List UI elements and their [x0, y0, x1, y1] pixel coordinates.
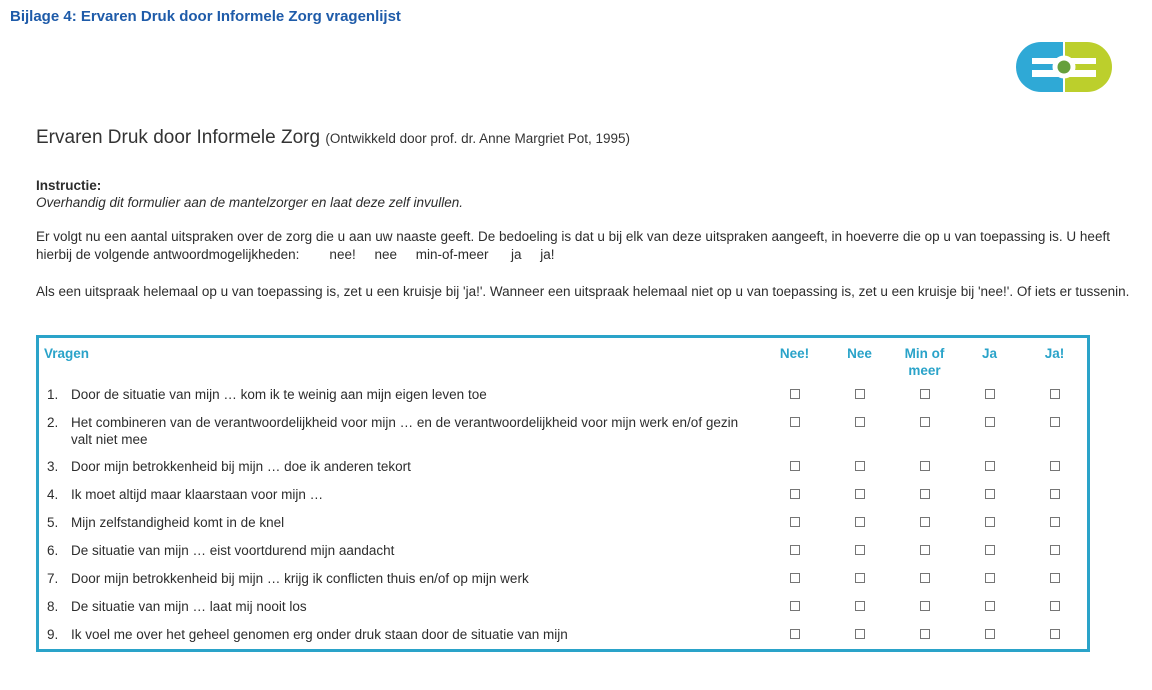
- checkbox-q4-min-of-meer[interactable]: [920, 489, 930, 499]
- question-text: De situatie van mijn … eist voortdurend mijn aandacht: [71, 543, 395, 558]
- document-content: [36, 126, 1140, 652]
- question-number: 4.: [47, 487, 59, 502]
- answer-cell: [892, 486, 957, 504]
- intro-paragraph-2: Als een uitspraak helemaal op u van toepassing is, zet u een kruisje bij 'ja!'. Wanneer een uitspraak helemaal niet op u van toepassing is, zet u een kruisje bij 'nee!'. Of iets er tussenin.: [36, 284, 1130, 299]
- answer-cell: [892, 514, 957, 532]
- answer-cell: [957, 486, 1022, 504]
- answer-cell: [1022, 486, 1087, 504]
- checkbox-q3-min-of-meer[interactable]: [920, 461, 930, 471]
- answer-cell: [957, 386, 1022, 404]
- answer-cell: [892, 458, 957, 476]
- checkbox-q8-nee-excl[interactable]: [790, 601, 800, 611]
- answer-cell: [762, 414, 827, 432]
- checkbox-q2-nee[interactable]: [855, 417, 865, 427]
- checkbox-q3-ja[interactable]: [985, 461, 995, 471]
- question-text: De situatie van mijn … laat mij nooit los: [71, 599, 307, 614]
- question-text: Mijn zelfstandigheid komt in de knel: [71, 515, 285, 530]
- answer-cell: [762, 458, 827, 476]
- question-row: [39, 381, 1087, 409]
- checkbox-q5-ja-excl[interactable]: [1050, 517, 1060, 527]
- checkbox-q1-min-of-meer[interactable]: [920, 389, 930, 399]
- question-row: [39, 453, 1087, 481]
- checkbox-q8-nee[interactable]: [855, 601, 865, 611]
- question-row: [39, 509, 1087, 537]
- question-text: Het combineren van de verantwoordelijkheid voor mijn … en de verantwoordelijkheid voor mijn werk en/of gezin valt niet mee: [71, 415, 739, 447]
- checkbox-q1-ja[interactable]: [985, 389, 995, 399]
- checkbox-q6-ja-excl[interactable]: [1050, 545, 1060, 555]
- answer-cell: [957, 542, 1022, 560]
- checkbox-q3-nee[interactable]: [855, 461, 865, 471]
- answer-cell: [762, 598, 827, 616]
- answer-cell: [762, 386, 827, 404]
- answer-cell: [957, 598, 1022, 616]
- checkbox-q7-min-of-meer[interactable]: [920, 573, 930, 583]
- checkbox-q4-ja-excl[interactable]: [1050, 489, 1060, 499]
- question-row: [39, 565, 1087, 593]
- question-text: Ik moet altijd maar klaarstaan voor mijn …: [71, 487, 324, 502]
- checkbox-q3-ja-excl[interactable]: [1050, 461, 1060, 471]
- heading-main: Ervaren Druk door Informele Zorg: [36, 127, 321, 148]
- answer-cell: [892, 570, 957, 588]
- header-vragen: Vragen: [44, 346, 90, 361]
- option-header-nee-excl: Nee!: [779, 346, 810, 361]
- option-header-nee: Nee: [847, 346, 872, 361]
- answer-cell: [957, 626, 1022, 644]
- answer-cell: [892, 598, 957, 616]
- question-number: 5.: [47, 515, 59, 530]
- checkbox-q2-ja-excl[interactable]: [1050, 417, 1060, 427]
- answer-cell: [957, 458, 1022, 476]
- checkbox-q1-ja-excl[interactable]: [1050, 389, 1060, 399]
- answer-cell: [1022, 458, 1087, 476]
- questionnaire-heading: [36, 126, 1140, 151]
- checkbox-q6-nee[interactable]: [855, 545, 865, 555]
- answer-cell: [827, 570, 892, 588]
- question-number: 1.: [47, 387, 59, 402]
- question-number: 7.: [47, 571, 59, 586]
- checkbox-q3-nee-excl[interactable]: [790, 461, 800, 471]
- questionnaire-table: [36, 335, 1090, 652]
- answer-cell: [762, 626, 827, 644]
- checkbox-q9-nee-excl[interactable]: [790, 629, 800, 639]
- checkbox-q5-nee-excl[interactable]: [790, 517, 800, 527]
- answer-cell: [892, 414, 957, 432]
- answer-cell: [892, 542, 957, 560]
- checkbox-q8-ja[interactable]: [985, 601, 995, 611]
- instruction-text: Overhandig dit formulier aan de mantelzorger en laat deze zelf invullen.: [36, 195, 463, 210]
- question-number: 9.: [47, 627, 59, 642]
- answer-cell: [957, 414, 1022, 432]
- checkbox-q2-min-of-meer[interactable]: [920, 417, 930, 427]
- checkbox-q4-nee-excl[interactable]: [790, 489, 800, 499]
- checkbox-q7-ja[interactable]: [985, 573, 995, 583]
- questionnaire-body: [39, 381, 1087, 649]
- answer-cell: [762, 486, 827, 504]
- checkbox-q9-nee[interactable]: [855, 629, 865, 639]
- question-row: [39, 481, 1087, 509]
- answer-cell: [827, 486, 892, 504]
- question-number: 8.: [47, 599, 59, 614]
- checkbox-q4-ja[interactable]: [985, 489, 995, 499]
- checkbox-q5-nee[interactable]: [855, 517, 865, 527]
- answer-cell: [957, 570, 1022, 588]
- checkbox-q8-ja-excl[interactable]: [1050, 601, 1060, 611]
- answer-cell: [827, 598, 892, 616]
- question-number: 3.: [47, 459, 59, 474]
- appendix-title: Bijlage 4: Ervaren Druk door Informele Zorg vragenlijst: [10, 8, 401, 25]
- checkbox-q5-ja[interactable]: [985, 517, 995, 527]
- checkbox-q2-nee-excl[interactable]: [790, 417, 800, 427]
- checkbox-q6-nee-excl[interactable]: [790, 545, 800, 555]
- answer-cell: [1022, 414, 1087, 432]
- answer-cell: [957, 514, 1022, 532]
- checkbox-q1-nee[interactable]: [855, 389, 865, 399]
- checkbox-q7-nee[interactable]: [855, 573, 865, 583]
- answer-cell: [762, 542, 827, 560]
- answer-cell: [827, 458, 892, 476]
- answer-cell: [827, 414, 892, 432]
- question-row: [39, 537, 1087, 565]
- option-header-ja: Ja: [981, 346, 998, 361]
- answer-cell: [1022, 386, 1087, 404]
- answer-cell: [827, 626, 892, 644]
- checkbox-q9-min-of-meer[interactable]: [920, 629, 930, 639]
- option-header-ja-excl: Ja!: [1044, 346, 1065, 361]
- answer-cell: [1022, 514, 1087, 532]
- answer-cell: [1022, 570, 1087, 588]
- question-text: Ik voel me over het geheel genomen erg onder druk staan door de situatie van mijn: [71, 627, 568, 642]
- answer-cell: [1022, 598, 1087, 616]
- answer-cell: [827, 514, 892, 532]
- question-number: 2.: [47, 415, 59, 430]
- answer-cell: [892, 386, 957, 404]
- intro-paragraph-1: Er volgt nu een aantal uitspraken over de zorg die u aan uw naaste geeft. De bedoeling is dat u bij elk van deze uitspraken aangeeft, in hoeverre die op u van toepassing is. U heeft hierbij de volgende antwoordmogelijkheden: nee! nee min-of-meer ja ja!: [36, 229, 1114, 262]
- answer-cell: [1022, 626, 1087, 644]
- checkbox-q9-ja-excl[interactable]: [1050, 629, 1060, 639]
- question-text: Door de situatie van mijn … kom ik te weinig aan mijn eigen leven toe: [71, 387, 487, 402]
- checkbox-q7-nee-excl[interactable]: [790, 573, 800, 583]
- question-row: [39, 593, 1087, 621]
- checkbox-q9-ja[interactable]: [985, 629, 995, 639]
- question-number: 6.: [47, 543, 59, 558]
- answer-cell: [762, 514, 827, 532]
- checkbox-q7-ja-excl[interactable]: [1050, 573, 1060, 583]
- checkbox-q5-min-of-meer[interactable]: [920, 517, 930, 527]
- answer-cell: [827, 542, 892, 560]
- questionnaire-header-row: [39, 338, 1087, 381]
- question-text: Door mijn betrokkenheid bij mijn … doe ik anderen tekort: [71, 459, 411, 474]
- checkbox-q2-ja[interactable]: [985, 417, 995, 427]
- instruction-label: Instructie:: [36, 178, 102, 193]
- checkbox-q4-nee[interactable]: [855, 489, 865, 499]
- answer-cell: [762, 570, 827, 588]
- checkbox-q8-min-of-meer[interactable]: [920, 601, 930, 611]
- checkbox-q6-min-of-meer[interactable]: [920, 545, 930, 555]
- question-text: Door mijn betrokkenheid bij mijn … krijg ik conflicten thuis en/of op mijn werk: [71, 571, 529, 586]
- question-row: [39, 621, 1087, 649]
- option-header-min-of-meer: Min of meer: [904, 346, 945, 378]
- checkbox-q6-ja[interactable]: [985, 545, 995, 555]
- answer-cell: [892, 626, 957, 644]
- organization-logo: [1016, 42, 1112, 92]
- answer-cell: [827, 386, 892, 404]
- heading-note: (Ontwikkeld door prof. dr. Anne Margriet Pot, 1995): [325, 131, 630, 146]
- checkbox-q1-nee-excl[interactable]: [790, 389, 800, 399]
- answer-cell: [1022, 542, 1087, 560]
- question-row: [39, 409, 1087, 453]
- logo-center-dot-icon: [1058, 61, 1071, 74]
